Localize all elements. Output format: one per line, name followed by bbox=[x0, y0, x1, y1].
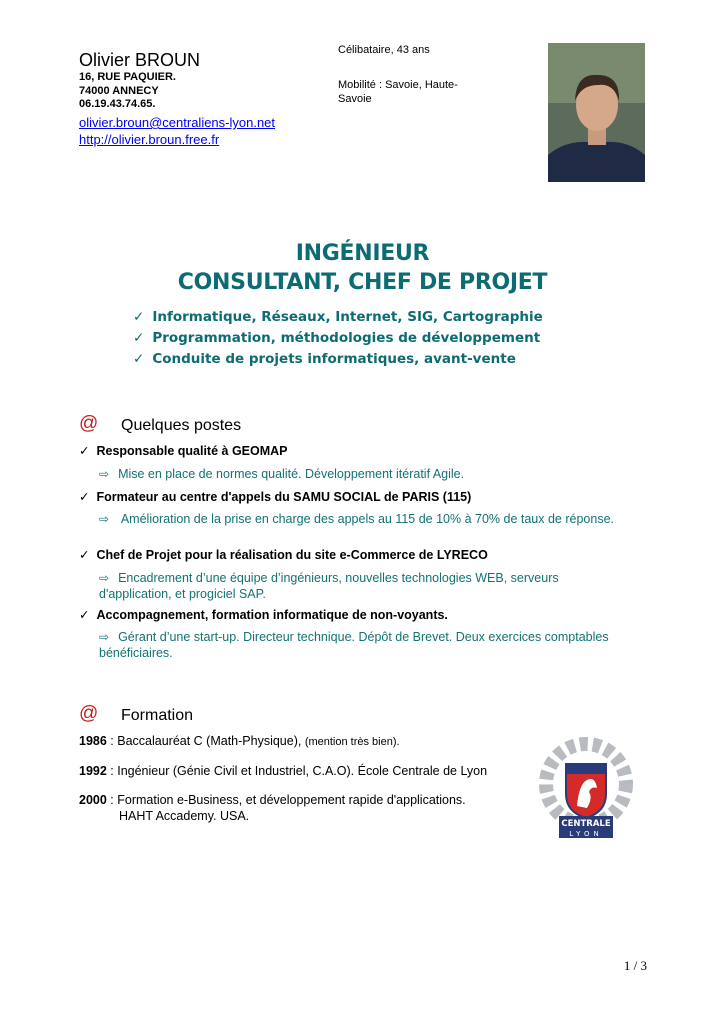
svg-text:LYON: LYON bbox=[569, 830, 603, 838]
arrow-right-icon: ⇨ bbox=[99, 571, 110, 585]
at-icon: @ bbox=[79, 703, 99, 724]
position-desc: ⇨ Mise en place de normes qualité. Développement itératif Agile. bbox=[99, 467, 465, 481]
position-desc: ⇨ Encadrement d’une équipe d’ingénieurs, nouvelles technologies WEB, serveurs d'application, et progiciel SAP. bbox=[99, 571, 559, 601]
profile-photo bbox=[548, 43, 645, 182]
skill-item: ✓ Informatique, Réseaux, Internet, SIG, Cartographie bbox=[133, 309, 543, 325]
at-icon: @ bbox=[79, 413, 99, 434]
address-street: 16, RUE PAQUIER. bbox=[79, 71, 176, 83]
skill-item: ✓ Programmation, méthodologies de développement bbox=[133, 330, 541, 346]
position-title: ✓ Chef de Projet pour la réalisation du site e-Commerce de LYRECO bbox=[79, 548, 488, 562]
website-link[interactable]: http://olivier.broun.free.fr bbox=[79, 132, 220, 147]
position-desc: ⇨ Amélioration de la prise en charge des appels au 115 de 10% à 70% de taux de réponse. bbox=[99, 512, 615, 526]
marital-status: Célibataire, 43 ans bbox=[338, 44, 430, 56]
education-item: 1986 : Baccalauréat C (Math-Physique), (mention très bien). bbox=[79, 734, 400, 748]
email-link[interactable]: olivier.broun@centraliens-lyon.net bbox=[79, 115, 276, 130]
education-item: 1992 : Ingénieur (Génie Civil et Industriel, C.A.O). École Centrale de Lyon bbox=[79, 764, 488, 778]
address-block bbox=[79, 71, 176, 112]
position-title: ✓ Responsable qualité à GEOMAP bbox=[79, 444, 288, 458]
arrow-right-icon: ⇨ bbox=[99, 630, 110, 644]
education-year: 1986 bbox=[79, 734, 107, 748]
candidate-name: Olivier BROUN bbox=[79, 50, 201, 70]
education-note: (mention très bien). bbox=[304, 736, 400, 748]
check-icon: ✓ bbox=[133, 309, 145, 325]
job-title-line1: INGÉNIEUR bbox=[295, 241, 430, 266]
phone-number: 06.19.43.74.65. bbox=[79, 98, 156, 110]
section-title: Formation bbox=[121, 707, 194, 724]
education-year: 2000 bbox=[79, 793, 107, 807]
education-extra: HAHT Accademy. USA. bbox=[119, 809, 250, 823]
centrale-lyon-logo bbox=[535, 736, 637, 844]
position-title: ✓ Accompagnement, formation informatique de non-voyants. bbox=[79, 608, 448, 622]
check-icon: ✓ bbox=[133, 330, 145, 346]
position-desc: ⇨ Gérant d’une start-up. Directeur technique. Dépôt de Brevet. Deux exercices comptables bénéficiaires. bbox=[99, 630, 609, 660]
position-title: ✓ Formateur au centre d'appels du SAMU SOCIAL de PARIS (115) bbox=[79, 490, 472, 504]
arrow-right-icon: ⇨ bbox=[99, 467, 110, 481]
address-city: 74000 ANNECY bbox=[79, 84, 159, 97]
check-icon: ✓ bbox=[79, 548, 90, 562]
check-icon: ✓ bbox=[133, 351, 145, 367]
education-year: 1992 bbox=[79, 764, 107, 778]
arrow-right-icon: ⇨ bbox=[99, 512, 110, 526]
education-item: 2000 : Formation e-Business, et développement rapide d'applications. bbox=[79, 793, 466, 807]
job-title-line2: CONSULTANT, CHEF DE PROJET bbox=[177, 270, 548, 295]
education-heading bbox=[0, 704, 725, 728]
svg-text:CENTRALE: CENTRALE bbox=[561, 819, 611, 829]
section-title: Quelques postes bbox=[121, 417, 242, 434]
skill-item: ✓ Conduite de projets informatiques, avant-vente bbox=[133, 351, 516, 367]
skills-list bbox=[133, 307, 543, 370]
check-icon: ✓ bbox=[79, 608, 90, 622]
positions-heading bbox=[0, 414, 725, 438]
check-icon: ✓ bbox=[79, 490, 90, 504]
page-number: 1 / 3 bbox=[623, 958, 647, 973]
check-icon: ✓ bbox=[79, 444, 90, 458]
mobility: Mobilité : Savoie, Haute-Savoie bbox=[338, 79, 458, 105]
